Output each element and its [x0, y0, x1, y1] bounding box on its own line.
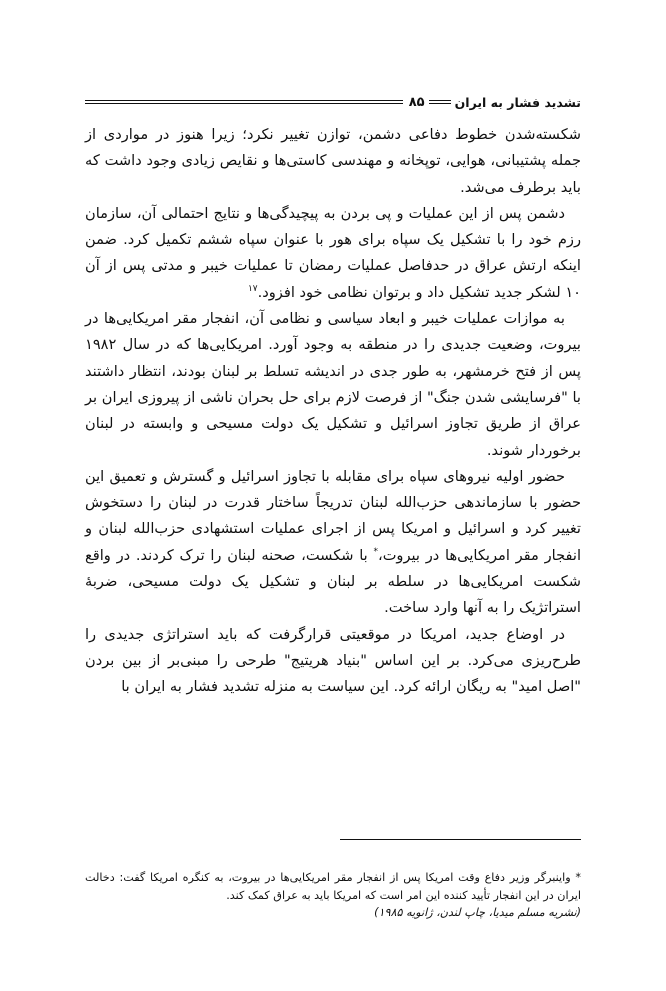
- paragraph: [85, 122, 581, 201]
- paragraph-text: شکسته‌شدن خطوط دفاعی دشمن، توازن تغییر نکرد؛ زیرا هنوز در مواردی از جمله پشتیبانی، هوایی، توپخانه و مهندسی کاستی‌ها و نقایص زیادی وجود داشت که باید برطرف می‌شد.: [85, 126, 581, 196]
- paragraph-text: دشمن پس از این عملیات و پی بردن به پیچیدگی‌ها و نتایج احتمالی آن، سازمان رزم خود را با تشکیل یک سپاه برای هور با عنوان سپاه ششم تکمیل کرد. ضمن اینکه ارتش عراق در حدفاصل عملیات رمضان تا عملیات خیبر و مدتی پس از آن ۱۰ لشکر جدید تشکیل داد و برتوان نظامی خود افزود.: [85, 204, 581, 301]
- header-rule: [85, 100, 403, 104]
- paragraph-text: به موازات عملیات خیبر و ابعاد سیاسی و نظامی آن، انفجار مقر امریکایی‌ها در بیروت، وضعیت جدیدی را در منطقه به وجود آورد. امریکایی‌ها که در سال ۱۹۸۲ پس از فتح خرمشهر، به طور جدی در اندیشه تسلط بر لبنان بودند، انتظار داشتند با "فرسایشی شدن جنگ" از فرصت لازم برای حل بحران ناشی از پیروزی ایران بر عراق از طریق تجاوز اسرائیل و تشکیل یک دولت مسیحی و وابسته در لبنان برخوردار شوند.: [85, 310, 581, 459]
- paragraph: [85, 464, 581, 622]
- running-header: [85, 92, 581, 112]
- paragraph: [85, 622, 581, 701]
- header-separator: [429, 100, 451, 104]
- footnote-marker: *: [373, 546, 378, 557]
- body-text: [85, 122, 581, 701]
- endnote-marker: ۱۷: [247, 283, 258, 294]
- footnote: [85, 869, 581, 922]
- footnote-text: * واینبرگر وزیر دفاع وقت امریکا پس از انفجار مقر امریکایی‌ها در بیروت، به کنگره امریکا گفت: دخالت ایران در این انفجار تأیید کننده این امر است که امریکا باید به عراق کمک کند.: [85, 871, 581, 902]
- paragraph-text: حضور اولیه نیروهای سپاه برای مقابله با تجاوز اسرائیل و گسترش و تعمیق این حضور با سازماندهی حزب‌الله لبنان تدریجاً ساختار قدرت در لبنان را دستخوش تغییر کرد و اسرائیل و امریکا پس از اجرای عملیات استشهادی حزب‌الله لبنان و انفجار مقر امریکایی‌ها در بیروت،: [85, 467, 582, 564]
- paragraph: [85, 306, 581, 464]
- paragraph-text: با شکست، صحنه لبنان را ترک کردند. در واقع شکست امریکایی‌ها در سلطه بر لبنان و تشکیل یک دولت مسیحی، ضربهٔ استراتژیک را به آنها وارد ساخت.: [85, 546, 581, 617]
- footnote-divider: [340, 839, 581, 840]
- footnote-source: (نشریه مسلم میدیا، چاپ لندن، ژانویه ۱۹۸۵): [374, 906, 581, 919]
- header-title: تشدید فشار به ایران: [454, 94, 581, 110]
- paragraph-text: در اوضاع جدید، امریکا در موقعیتی قرارگرفت که باید استراتژی جدیدی را طرح‌ریزی می‌کرد. بر این اساس "بنیاد هریتیج" طرحی را مبنی‌بر از بین بردن "اصل امید" به ریگان ارائه کرد. این سیاست به منزله تشدید فشار به ایران با: [85, 625, 581, 696]
- page-number: ۸۵: [408, 94, 425, 110]
- paragraph: [85, 201, 581, 306]
